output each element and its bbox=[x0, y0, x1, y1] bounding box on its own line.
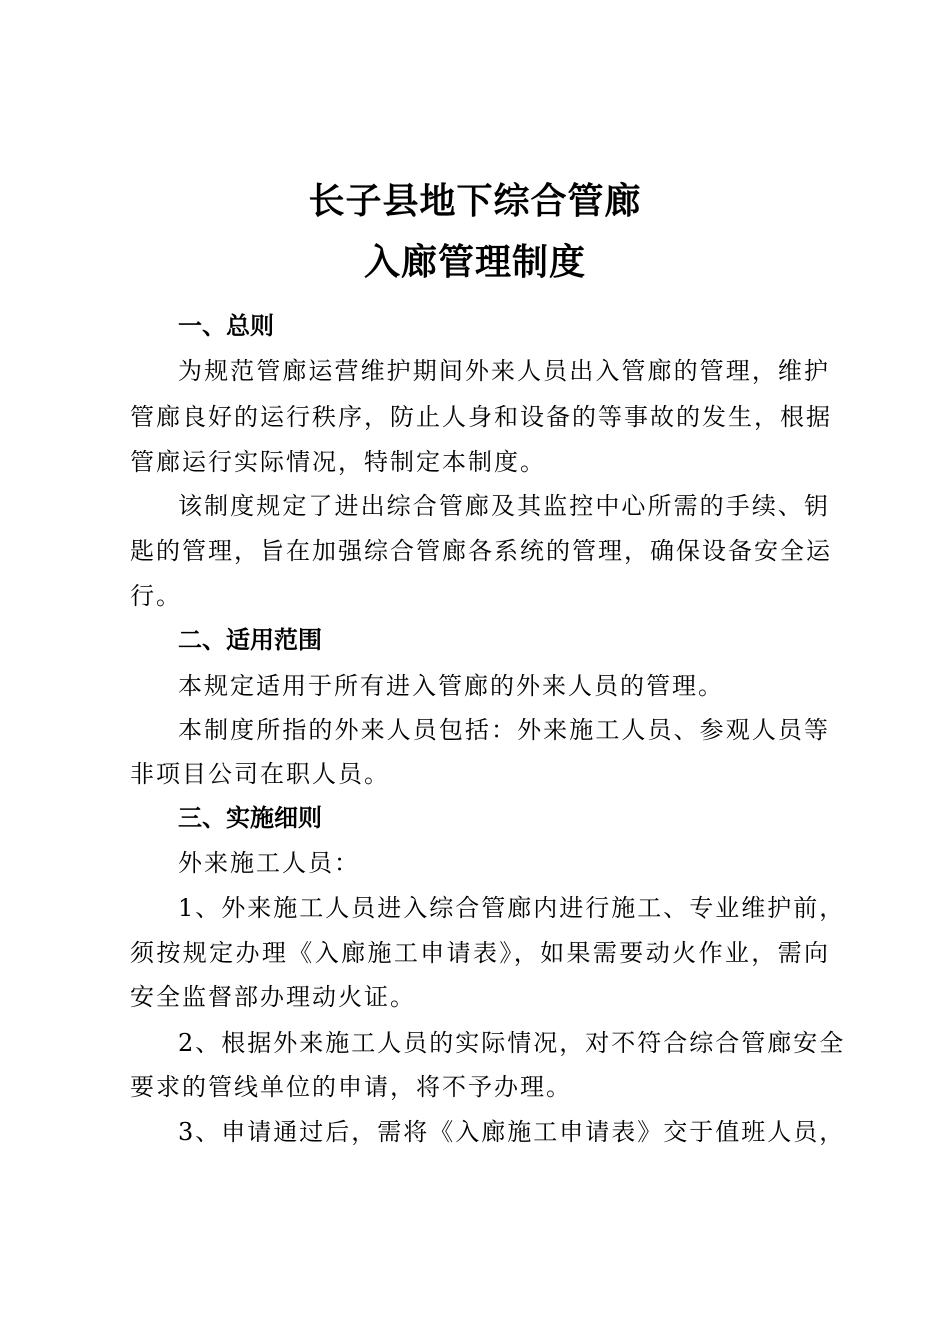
paragraph-line: 该制度规定了进出综合管廊及其监控中心所需的手续、钥 bbox=[178, 492, 830, 520]
paragraph-line: 管廊良好的运行秩序，防止人身和设备的等事故的发生，根据 bbox=[130, 403, 832, 431]
list-item-line: 3、申请通过后，需将《入廊施工申请表》交于值班人员， bbox=[178, 1118, 846, 1146]
list-item-line: 须按规定办理《入廊施工申请表》，如果需要动火作业，需向 bbox=[130, 939, 830, 967]
document-title-line1: 长子县地下综合管廊 bbox=[308, 181, 642, 222]
paragraph-line: 本规定适用于所有进入管廊的外来人员的管理。 bbox=[178, 672, 724, 700]
paragraph-line: 本制度所指的外来人员包括：外来施工人员、参观人员等 bbox=[178, 716, 830, 744]
list-item-line: 安全监督部办理动火证。 bbox=[130, 983, 416, 1011]
section-heading-general: 一、总则 bbox=[178, 312, 274, 340]
document-title-line2: 入廊管理制度 bbox=[363, 242, 586, 283]
paragraph-line: 管廊运行实际情况，特制定本制度。 bbox=[130, 448, 546, 476]
subheading-contractors: 外来施工人员： bbox=[178, 849, 360, 877]
list-item-line: 要求的管线单位的申请，将不予办理。 bbox=[130, 1073, 572, 1101]
section-heading-scope: 二、适用范围 bbox=[178, 626, 322, 654]
list-item-line: 2、根据外来施工人员的实际情况，对不符合综合管廊安全 bbox=[178, 1029, 846, 1057]
paragraph-line: 匙的管理，旨在加强综合管廊各系统的管理，确保设备安全运 bbox=[130, 537, 832, 565]
paragraph-line: 非项目公司在职人员。 bbox=[130, 760, 390, 788]
paragraph-line: 为规范管廊运营维护期间外来人员出入管廊的管理，维护 bbox=[178, 357, 830, 385]
section-heading-implementation: 三、实施细则 bbox=[178, 804, 322, 832]
list-item-line: 1、外来施工人员进入综合管廊内进行施工、专业维护前， bbox=[178, 894, 846, 922]
paragraph-line: 行。 bbox=[130, 582, 182, 610]
